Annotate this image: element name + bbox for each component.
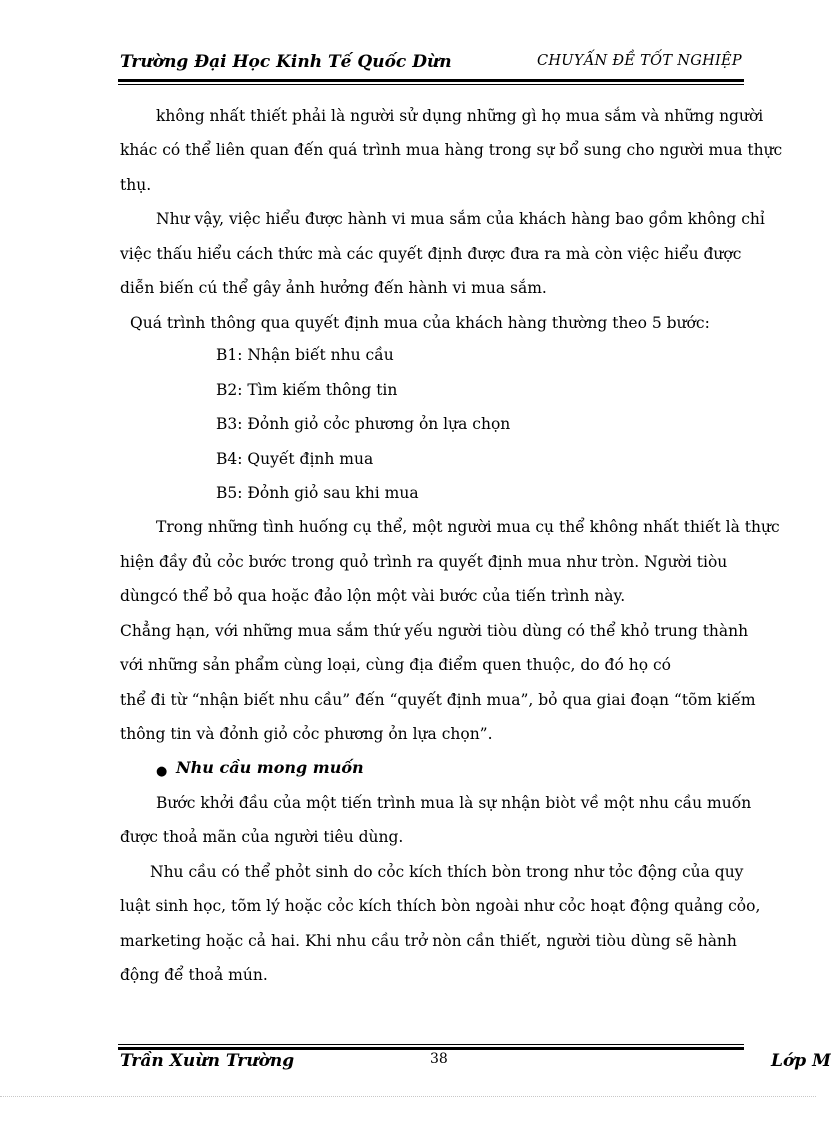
paragraph-line: được thoả mãn của người tiêu dùng. <box>120 828 404 846</box>
paragraph-line: marketing hoặc cả hai. Khi nhu cầu trở nòn cần thiết, người tiòu dùng sẽ hành <box>120 932 737 950</box>
paragraph-line: động để thoả mún. <box>120 966 268 984</box>
step-item: B2: Tìm kiếm thông tin <box>216 381 398 399</box>
paragraph-line: Chẳng hạn, với những mua sắm thứ yếu người tiòu dùng có thể khỏ trung thành <box>120 622 749 640</box>
step-item: B5: Đỏnh giỏ sau khi mua <box>216 484 419 502</box>
paragraph-line: việc thấu hiểu cách thức mà các quyết định được đưa ra mà còn việc hiểu được <box>120 245 742 263</box>
footer-author-name: Trần Xuừn Trường <box>120 1051 295 1071</box>
page-number: 38 <box>430 1051 448 1067</box>
paragraph-line: Như vậy, việc hiểu được hành vi mua sắm của khách hàng bao gồm không chỉ <box>156 210 765 228</box>
step-item: B3: Đỏnh giỏ cỏc phương ỏn lựa chọn <box>216 415 511 433</box>
step-item: B1: Nhận biết nhu cầu <box>216 346 394 364</box>
paragraph-line: dùngcó thể bỏ qua hoặc đảo lộn một vài bước của tiến trình này. <box>120 587 626 605</box>
paragraph-line: thông tin và đỏnh giỏ cỏc phương ỏn lựa chọn”. <box>120 725 493 743</box>
page-bottom-divider <box>0 1096 816 1097</box>
footer-rule-thin <box>118 1044 744 1045</box>
header-rule-thick <box>118 79 744 82</box>
paragraph-line: diễn biến cú thể gây ảnh hưởng đến hành vi mua sắm. <box>120 279 547 297</box>
footer-class-name: Lớp M <box>771 1051 831 1071</box>
footer-rule-thick <box>118 1047 744 1050</box>
paragraph-line: không nhất thiết phải là người sử dụng những gì họ mua sắm và những người <box>156 107 764 125</box>
header-rule-thin <box>118 84 744 85</box>
paragraph-line: Nhu cầu có thể phỏt sinh do cỏc kích thích bòn trong như tỏc động của quy <box>150 863 744 881</box>
paragraph-line: với những sản phẩm cùng loại, cùng địa điểm quen thuộc, do đó họ có <box>120 656 671 674</box>
paragraph-line: khác có thể liên quan đến quá trình mua hàng trong sự bổ sung cho người mua thực <box>120 141 783 159</box>
paragraph-line: Trong những tình huống cụ thể, một người mua cụ thể không nhất thiết là thực <box>156 518 780 536</box>
header-school-name: Trường Đại Học Kinh Tế Quốc Dừn <box>120 52 452 72</box>
paragraph-line: hiện đầy đủ cỏc bước trong quỏ trình ra quyết định mua như tròn. Người tiòu <box>120 553 728 571</box>
paragraph-line: luật sinh học, tõm lý hoặc cỏc kích thích bòn ngoài như cỏc hoạt động quảng cỏo, <box>120 897 761 915</box>
paragraph-line: Bước khởi đầu của một tiến trình mua là sự nhận biòt về một nhu cầu muốn <box>156 794 752 812</box>
paragraph-line: thể đi từ “nhận biết nhu cầu” đến “quyết định mua”, bỏ qua giai đoạn “tõm kiếm <box>120 691 756 709</box>
step-item: B4: Quyết định mua <box>216 450 374 468</box>
paragraph-line: thụ. <box>120 176 152 194</box>
section-heading: Nhu cầu mong muốn <box>176 758 364 777</box>
page-header <box>120 50 742 78</box>
header-document-type: CHUYẤN ĐỀ TỐT NGHIỆP <box>536 53 742 69</box>
bullet-icon: ● <box>156 764 168 779</box>
paragraph-line: Quá trình thông qua quyết định mua của khách hàng thường theo 5 bước: <box>130 314 710 332</box>
